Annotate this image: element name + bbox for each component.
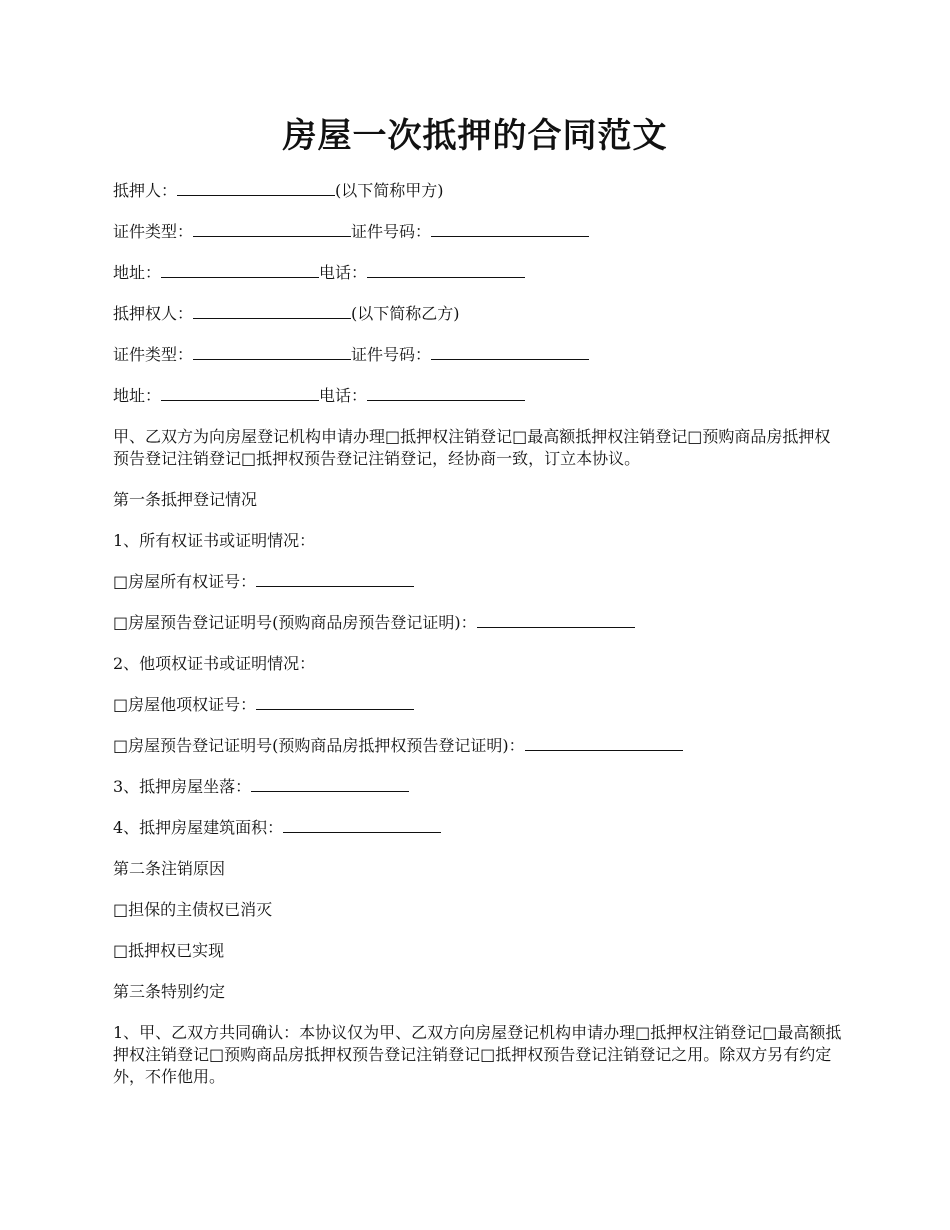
other-right-cert-blank (256, 694, 414, 710)
article-2-option-b: □抵押权已实现 (113, 941, 225, 960)
ownership-cert-label: □房屋所有权证号： (113, 572, 257, 591)
phone-label: 电话： (319, 263, 368, 282)
mortgagor-blank (177, 180, 335, 196)
presale-cert-label: □房屋预告登记证明号(预购商品房预告登记证明)： (113, 613, 477, 632)
address-blank (161, 385, 319, 401)
mortgagee-suffix: (以下简称乙方) (351, 304, 460, 323)
mortgagor-address-line (113, 262, 843, 284)
property-area-label: 4、抵押房屋建筑面积： (113, 818, 284, 837)
address-blank (161, 262, 319, 278)
presale-mortgage-cert-line (113, 735, 843, 757)
id-number-blank (431, 344, 589, 360)
presale-mortgage-cert-blank (525, 735, 683, 751)
other-right-cert-line (113, 694, 843, 716)
id-number-label: 证件号码： (351, 345, 432, 364)
mortgagee-blank (193, 303, 351, 319)
property-location-label: 3、抵押房屋坐落： (113, 777, 252, 796)
mortgagor-line (113, 180, 843, 202)
mortgagee-line (113, 303, 843, 325)
presale-mortgage-cert-label: □房屋预告登记证明号(预购商品房抵押权预告登记证明)： (113, 736, 525, 755)
phone-label: 电话： (319, 386, 368, 405)
property-area-blank (283, 817, 441, 833)
document-body (113, 180, 843, 1107)
ownership-cert-blank (256, 571, 414, 587)
phone-blank (367, 262, 525, 278)
document-title: 房屋一次抵押的合同范文 (282, 116, 668, 156)
mortgagor-id-line (113, 221, 843, 243)
id-type-blank (193, 221, 351, 237)
presale-cert-line (113, 612, 843, 634)
article-1-item-1: 1、所有权证书或证明情况： (113, 531, 316, 550)
article-3-heading: 第三条特别约定 (113, 982, 226, 1001)
mortgagee-id-line (113, 344, 843, 366)
id-type-label: 证件类型： (113, 222, 194, 241)
presale-cert-blank (477, 612, 635, 628)
phone-blank (367, 385, 525, 401)
article-2-option-a: □担保的主债权已消灭 (113, 900, 273, 919)
other-right-cert-label: □房屋他项权证号： (113, 695, 257, 714)
property-location-line (113, 776, 843, 798)
ownership-cert-line (113, 571, 843, 593)
intro-paragraph: 甲、乙双方为向房屋登记机构申请办理□抵押权注销登记□最高额抵押权注销登记□预购商品房抵押权预告登记注销登记□抵押权预告登记注销登记，经协商一致，订立本协议。 (113, 427, 831, 468)
property-location-blank (251, 776, 409, 792)
address-label: 地址： (113, 263, 162, 282)
id-type-blank (193, 344, 351, 360)
mortgagor-suffix: (以下简称甲方) (335, 181, 444, 200)
address-label: 地址： (113, 386, 162, 405)
article-1-item-2: 2、他项权证书或证明情况： (113, 654, 316, 673)
mortgagor-label: 抵押人： (113, 181, 178, 200)
mortgagee-label: 抵押权人： (113, 304, 194, 323)
mortgagee-address-line (113, 385, 843, 407)
id-number-blank (431, 221, 589, 237)
id-number-label: 证件号码： (351, 222, 432, 241)
article-1-heading: 第一条抵押登记情况 (113, 490, 258, 509)
id-type-label: 证件类型： (113, 345, 194, 364)
article-3-item-1: 1、甲、乙双方共同确认：本协议仅为甲、乙双方向房屋登记机构申请办理□抵押权注销登记□最高额抵押权注销登记□预购商品房抵押权预告登记注销登记□抵押权预告登记注销登记之用。除双方另有约定外，不作他用。 (113, 1023, 842, 1086)
property-area-line (113, 817, 843, 839)
article-2-heading: 第二条注销原因 (113, 859, 226, 878)
